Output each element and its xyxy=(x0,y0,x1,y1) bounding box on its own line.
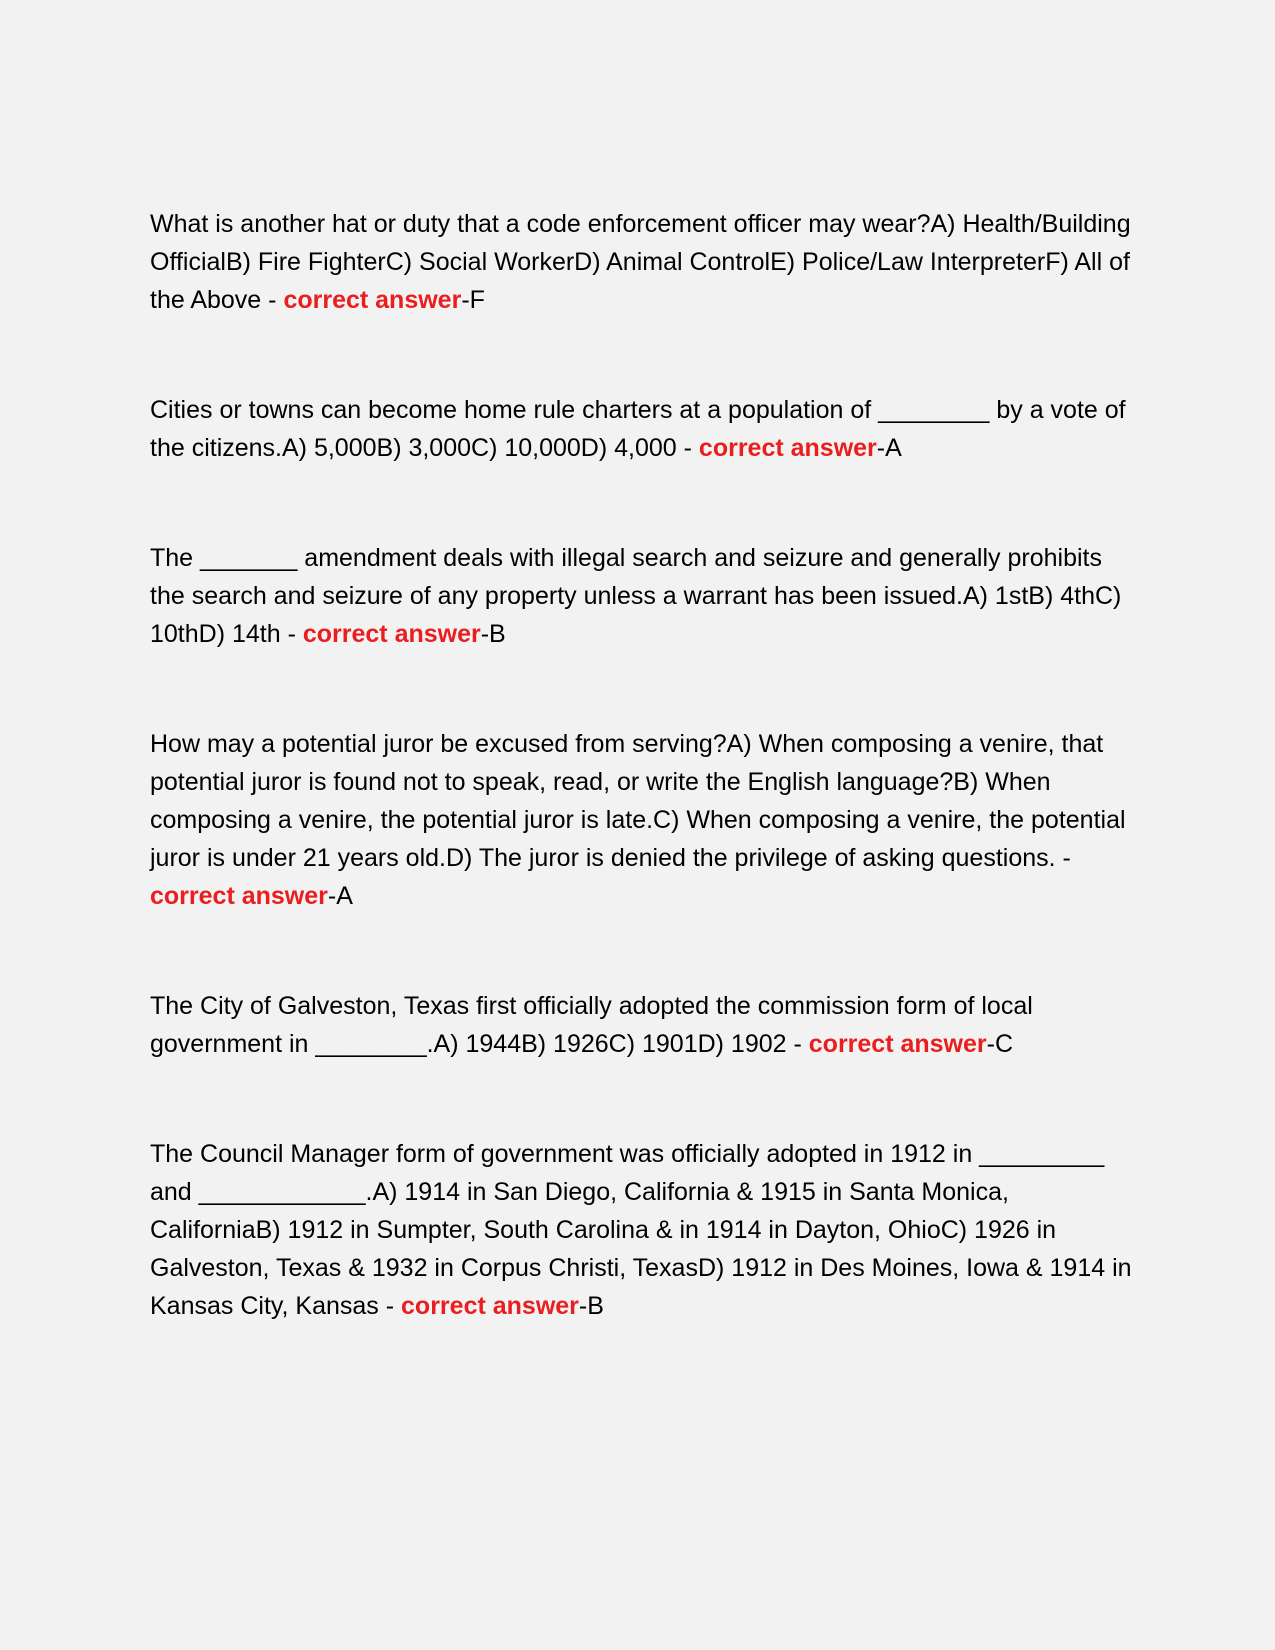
correct-answer-label: correct answer xyxy=(302,620,481,648)
answer-value: -A xyxy=(327,882,353,910)
question-item xyxy=(150,987,1135,1063)
correct-answer-label: correct answer xyxy=(808,1030,987,1058)
answer-value: -A xyxy=(876,434,902,462)
question-item xyxy=(150,1135,1135,1325)
answer-value: -F xyxy=(461,286,485,314)
question-text: The Council Manager form of government was officially adopted in 1912 in _________ and ____________.A) 1914 in San Diego, California & 1915 in Santa Monica, CaliforniaB) 1912 in Sumpter, South Carolina & in 1914 in Dayton, OhioC) 1926 in Galveston, Texas & 1932 in Corpus Christi, TexasD) 1912 in Des Moines, Iowa & 1914 in Kansas City, Kansas - xyxy=(150,1140,1132,1320)
question-item xyxy=(150,539,1135,653)
question-text: What is another hat or duty that a code enforcement officer may wear?A) Health/Building OfficialB) Fire FighterC) Social WorkerD) Animal ControlE) Police/Law InterpreterF) All of the Above - xyxy=(150,210,1131,314)
document-page xyxy=(150,205,1135,1397)
question-item xyxy=(150,391,1135,467)
question-text: The City of Galveston, Texas first officially adopted the commission form of local government in ________.A) 1944B) 1926C) 1901D) 1902 - xyxy=(150,992,1033,1058)
correct-answer-label: correct answer xyxy=(283,286,462,314)
correct-answer-label: correct answer xyxy=(401,1292,579,1320)
question-text: The _______ amendment deals with illegal search and seizure and generally prohibits the search and seizure of any property unless a warrant has been issued.A) 1stB) 4thC) 10thD) 14th - xyxy=(150,544,1122,648)
question-text: Cities or towns can become home rule charters at a population of ________ by a vote of the citizens.A) 5,000B) 3,000C) 10,000D) 4,000 - xyxy=(150,396,1126,462)
correct-answer-label: correct answer xyxy=(698,434,877,462)
question-item xyxy=(150,205,1135,319)
correct-answer-label: correct answer xyxy=(150,882,328,910)
answer-value: -C xyxy=(986,1030,1014,1058)
answer-value: -B xyxy=(480,620,506,648)
question-text: How may a potential juror be excused from serving?A) When composing a venire, that potential juror is found not to speak, read, or write the English language?B) When composing a venire, the potential juror is late.C) When composing a venire, the potential juror is under 21 years old.D) The juror is denied the privilege of asking questions. - xyxy=(150,730,1126,872)
question-item xyxy=(150,725,1135,915)
answer-value: -B xyxy=(578,1292,604,1320)
